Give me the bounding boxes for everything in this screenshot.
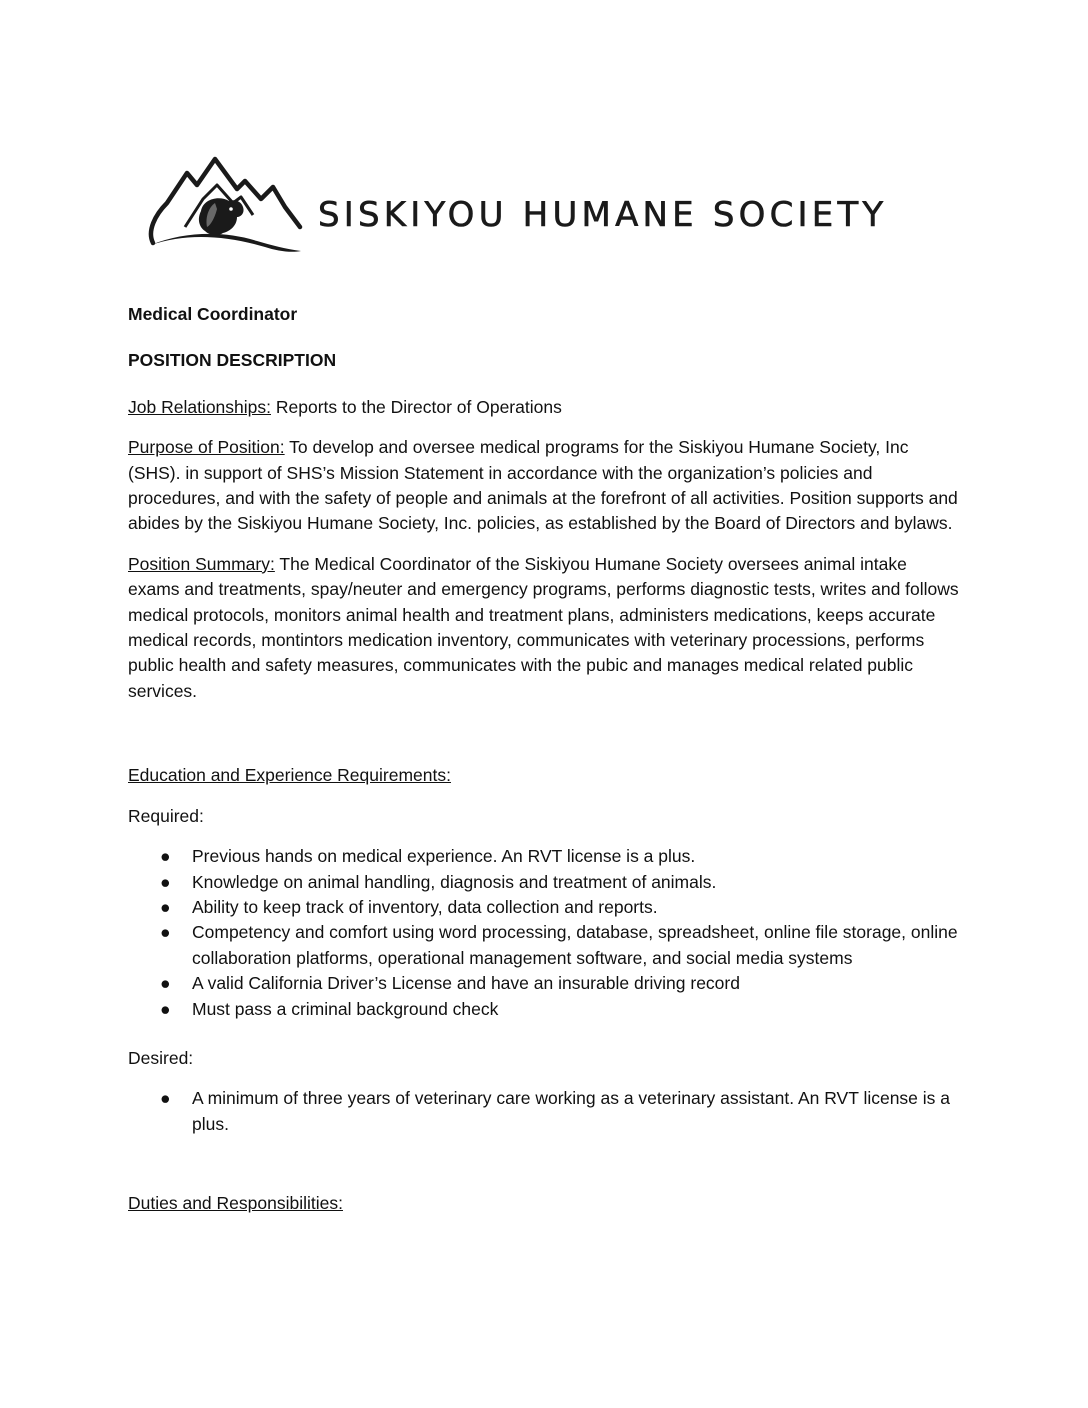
list-item-text: A valid California Driver’s License and have an insurable driving record (192, 973, 740, 994)
list-item-text: Previous hands on medical experience. An RVT license is a plus. (192, 846, 696, 867)
bullet-icon: ● (160, 998, 171, 1019)
desired-label: Desired: (128, 1047, 194, 1068)
list-item (128, 1086, 963, 1137)
list-item-text: Ability to keep track of inventory, data collection and reports. (192, 896, 658, 917)
job-relationships-paragraph (128, 395, 963, 420)
position-title: Medical Coordinator (128, 304, 298, 324)
spacer (128, 1161, 963, 1191)
summary-text: The Medical Coordinator of the Siskiyou Humane Society oversees animal intake exams and treatments, spay/neuter and emergency programs, performs diagnostic tests, writes and follows medical protocols, monitors animal health and treatment plans, administers medications, keeps accurate medical records, montintors medication inventory, communicates with veterinary processions, performs public health and safety measures, communicates with the pubic and manages medical related public services. (128, 553, 959, 701)
purpose-label: Purpose of Position: (128, 437, 285, 458)
mountain-dog-logo-icon (145, 155, 305, 257)
list-item (128, 895, 963, 920)
bullet-icon: ● (160, 922, 171, 943)
bullet-icon: ● (160, 973, 171, 994)
bullet-icon: ● (160, 1088, 171, 1109)
required-label: Required: (128, 805, 204, 826)
summary-paragraph (128, 552, 963, 704)
education-heading: Education and Experience Requirements: (128, 765, 451, 786)
list-item-text: Must pass a criminal background check (192, 998, 499, 1019)
list-item (128, 870, 963, 895)
organization-name: SISKIYOU HUMANE SOCIETY (318, 195, 888, 235)
job-relationships-text: Reports to the Director of Operations (271, 396, 562, 417)
list-item-text: A minimum of three years of veterinary care working as a veterinary assistant. An RVT license is a plus. (192, 1088, 951, 1134)
organization-logo (145, 155, 888, 260)
document-body (128, 302, 963, 1232)
list-item (128, 971, 963, 996)
desired-list (128, 1086, 963, 1137)
summary-label: Position Summary: (128, 553, 275, 574)
duties-heading: Duties and Responsibilities: (128, 1193, 343, 1214)
purpose-paragraph (128, 435, 963, 537)
list-item-text: Competency and comfort using word processing, database, spreadsheet, online file storage, online collaboration platforms, operational management software, and social media systems (192, 922, 958, 968)
purpose-text: To develop and oversee medical programs for the Siskiyou Humane Society, Inc (SHS). in support of SHS’s Mission Statement in accordance with the organization’s policies and procedures, and with the safety of people and animals at the forefront of all activities. Position supports and abides by the Siskiyou Humane Society, Inc. policies, as established by the Board of Directors and bylaws. (128, 437, 958, 534)
list-item (128, 920, 963, 971)
spacer (128, 719, 963, 763)
list-item-text: Knowledge on animal handling, diagnosis and treatment of animals. (192, 871, 717, 892)
bullet-icon: ● (160, 896, 171, 917)
required-list (128, 844, 963, 1022)
job-relationships-label: Job Relationships: (128, 396, 271, 417)
document-subtitle: POSITION DESCRIPTION (128, 350, 337, 371)
bullet-icon: ● (160, 846, 171, 867)
list-item (128, 997, 963, 1022)
list-item (128, 844, 963, 869)
bullet-icon: ● (160, 871, 171, 892)
